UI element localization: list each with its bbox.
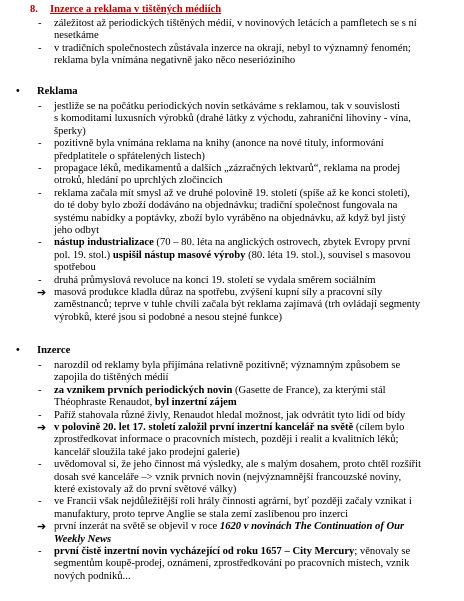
item-text-line: s komoditami luxusních výrobků (drahé látky z východu, zahraniční lihoviny - vína, — [54, 113, 411, 125]
emphasis-text: v polovině 20. let 17. století založil první inzertní kancelář na světě — [54, 422, 354, 433]
list-item — [38, 496, 454, 521]
list-item — [38, 274, 454, 287]
list-item — [38, 138, 454, 163]
text-run: (Gasette de France), za kterými stál — [232, 384, 386, 396]
item-text-line: Paříž stahovala různé živly, Renaudot hledal možnost, jak odvrátit tyto lidi od bídy — [54, 409, 406, 421]
list-item — [38, 42, 454, 68]
list-item — [38, 187, 454, 238]
dash-marker: - — [38, 237, 42, 249]
item-text-line: výrobků, které jsou si podobné a nesou stejné funkce) — [54, 311, 283, 323]
bullet-icon: • — [16, 86, 20, 97]
emphasis-text: nástup industrializace — [54, 237, 154, 249]
text-run: segmentům koupě-prodej, oznámení, zprostředkování po pracovních místech, vznik — [54, 558, 410, 570]
list-item — [38, 360, 454, 385]
text-run: spotřebou — [54, 262, 96, 274]
item-text-line: které existovaly až do první světové války) — [54, 484, 237, 495]
reklama-title: Reklama — [37, 86, 78, 97]
item-text-line: pozitivně byla vnímána reklama na knihy (anonce na nové tituly, informování — [54, 138, 384, 150]
arrow-icon: ➔ — [37, 521, 47, 534]
dash-marker: - — [38, 18, 42, 29]
item-text-line: šperky) — [54, 125, 86, 137]
text-run: (70 – 80. léta na anglických ostrovech, zbytek Evropy první — [153, 237, 411, 249]
text-run: (80. léta 19. stol.), souvisel s masovou — [245, 249, 411, 261]
dash-marker: - — [38, 384, 42, 396]
item-text-line: záležitost až periodických tištěných médií, v novinových letácích a pamfletech se s ní — [54, 18, 417, 29]
item-text-line: uvědomoval si, že jeho činnost má výsledky, ale s malým dosahem, proto chtěl rozšířit — [54, 459, 422, 471]
emphasis-text: Weekly News — [54, 533, 112, 545]
item-text-line — [54, 534, 454, 546]
item-text-line: nesetkáme — [54, 30, 99, 42]
item-text-line: otroků, hledání po uprchlých zločincích — [54, 175, 223, 187]
item-text-line: manufaktury, proto teprve Anglie se stala zemí zaslíbenou pro inzerci — [54, 508, 349, 520]
list-item — [38, 546, 454, 583]
dash-marker: - — [38, 42, 42, 54]
text-run: zprostředkovat informace o pracovních místech, později i realit a kvalitních léků; — [54, 434, 399, 446]
list-item — [38, 18, 454, 43]
item-text-line — [54, 546, 454, 558]
section-number: 8. — [30, 4, 38, 15]
list-item — [38, 163, 454, 188]
item-text-line: reklama začala mít smysl až ve druhé polovině 19. století (spíše až ke konci století), — [54, 187, 410, 199]
item-text-line: propagace léků, medikamentů a dalších „zázračných lektvarů“, reklama na prodej — [54, 163, 401, 174]
dash-marker: - — [38, 274, 42, 286]
list-item — [38, 384, 454, 410]
reklama-heading — [16, 86, 78, 98]
dash-marker: - — [38, 459, 42, 471]
item-text-line — [54, 422, 454, 434]
arrow-icon: ➔ — [37, 422, 47, 434]
dash-marker: - — [38, 163, 42, 174]
item-text-line: jestliže se na počátku periodických novin setkáváme s reklamou, tak v souvislosti — [54, 101, 400, 112]
list-item — [38, 101, 454, 138]
section-title: Inzerce a reklama v tištěných médiích — [50, 4, 222, 15]
list-item — [38, 459, 454, 496]
item-text-line: jeho odbyt — [54, 225, 100, 237]
item-text-line — [54, 434, 454, 446]
list-item — [37, 422, 454, 459]
item-text-line: předplatitele o spřátelených listech) — [54, 150, 205, 162]
item-text-line — [54, 250, 454, 262]
item-text-line: narozdíl od reklamy byla přijímána relativně pozitivně; významným způsobem se — [54, 360, 401, 371]
dash-marker: - — [38, 496, 42, 508]
item-text-line — [54, 262, 454, 274]
text-run: pol. 19. stol.) — [54, 249, 113, 261]
text-run: Théophraste Renaudot, — [54, 397, 155, 409]
dash-marker: - — [38, 138, 42, 150]
dash-marker: - — [38, 101, 42, 112]
item-text-line: ve Francii však nejdůležitější roli hrály činnosti agrární, byť později začaly vznikat i — [54, 496, 412, 508]
list-item — [37, 287, 454, 324]
text-run: nových podniků... — [54, 570, 131, 582]
item-text-line — [54, 237, 454, 249]
item-text-line — [54, 521, 454, 533]
dash-marker: - — [38, 360, 42, 371]
emphasis-text: první čistě inzertní novin vycházející od roku 1657 – City Mercury — [54, 546, 355, 557]
item-text-line: v tradičních společnostech zůstávala inzerce na okraji, nebyl to významný fenomén; — [54, 42, 411, 54]
bullet-icon: • — [16, 345, 20, 356]
item-text-line — [54, 447, 454, 459]
emphasis-text: uspišil nástup masové výroby — [112, 249, 246, 261]
list-item — [38, 409, 454, 422]
emphasis-text: byl inzertní zájem — [154, 397, 237, 409]
text-run: ; věnovaly se — [354, 546, 411, 557]
text-run: (cílem bylo — [353, 422, 405, 433]
dash-marker: - — [38, 187, 42, 199]
arrow-icon: ➔ — [37, 287, 47, 299]
item-text-line: do té doby bylo zboží dodáváno na objednávku; tradiční společnost fungovala na — [54, 200, 398, 212]
item-text-line — [54, 385, 454, 397]
item-text-line: dosah své kanceláře –> vznik prvních novin (nejvýznamnější francouzské noviny, — [54, 471, 402, 483]
item-text-line: systému nabídky a poptávky, zboží bylo vyráběno na objednávku, až když byl jistý — [54, 212, 406, 224]
item-text-line: reklama byla vnímána negativně jako něco neserióziního — [54, 55, 296, 67]
text-run: první inzerát na světě se objevil v roce — [54, 521, 220, 533]
text-run: kancelář sloužila také jako prodejní galerie) — [54, 446, 240, 458]
item-text-line — [54, 558, 454, 570]
inzerce-title: Inzerce — [37, 345, 71, 356]
section-heading — [30, 4, 221, 16]
item-text-line: zaměstnanců; teprve v tuhle chvíli začala být reklama zajímavá (trh ovládají segmenty — [54, 299, 421, 311]
list-item — [38, 237, 454, 274]
item-text-line — [54, 571, 454, 583]
emphasis-text: 1620 v novinách The Continuation of Our — [219, 521, 405, 533]
item-text-line: masová produkce kladla důraz na spotřebu, zvýšení kupní síly a pracovní síly — [54, 287, 383, 298]
list-item — [37, 521, 454, 546]
item-text-line: druhá průmyslová revoluce na konci 19. století se vydala směrem sociálním — [54, 274, 376, 286]
item-text-line — [54, 397, 454, 409]
emphasis-text: za vznikem prvních periodických novin — [54, 384, 233, 396]
item-text-line: zapojila do tištěných médií — [54, 372, 169, 384]
dash-marker: - — [38, 409, 42, 421]
dash-marker: - — [38, 546, 42, 557]
inzerce-heading — [16, 345, 70, 357]
